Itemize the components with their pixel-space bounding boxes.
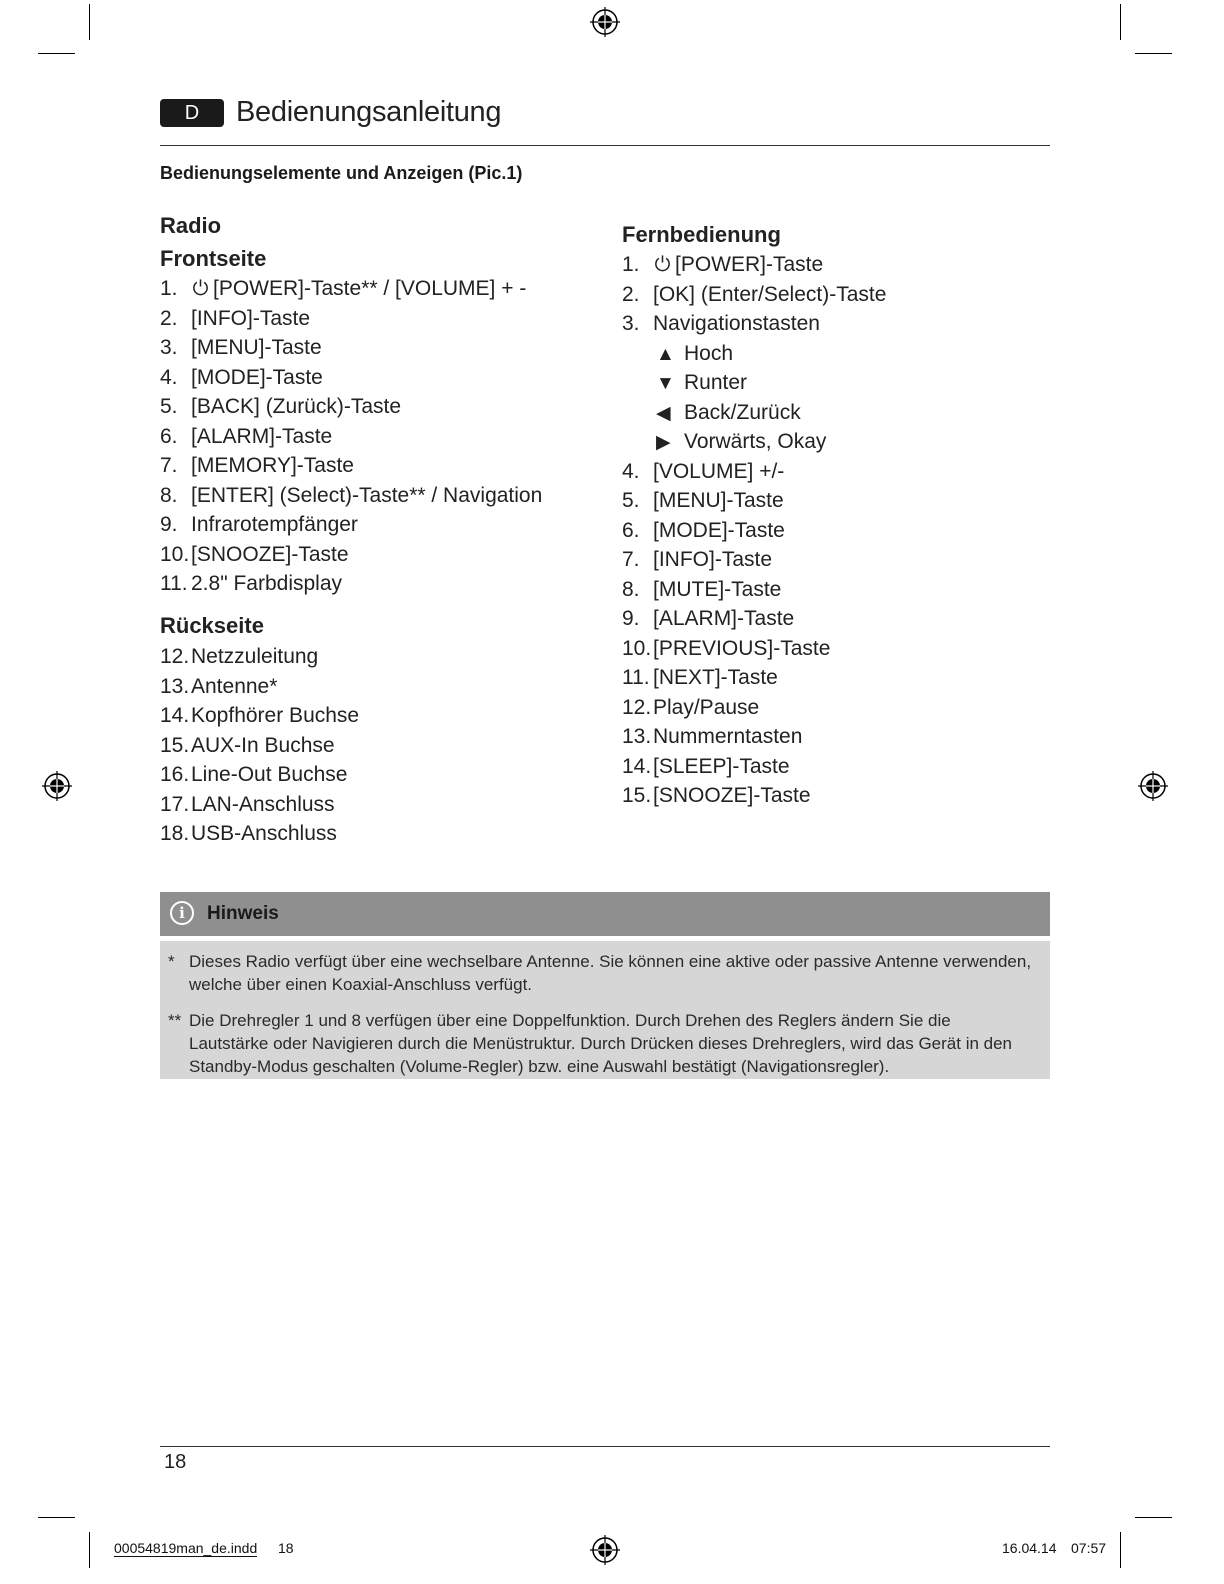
list-item: [622, 280, 886, 310]
list-item: [160, 701, 359, 731]
item-number: 18.: [160, 822, 190, 845]
item-label: [MODE]-Taste: [653, 518, 785, 542]
footer-divider: [160, 1446, 1050, 1447]
front-controls-list: [160, 274, 542, 599]
crop-mark: [1135, 1517, 1172, 1518]
item-number: 1.: [160, 277, 178, 300]
registration-mark-icon: [590, 1535, 620, 1565]
item-number: 6.: [622, 518, 640, 542]
list-item: [622, 545, 886, 575]
list-item: [622, 575, 886, 605]
power-icon: [191, 276, 213, 306]
list-item: [622, 663, 886, 693]
item-number: 10.: [160, 542, 190, 566]
item-number: 9.: [160, 513, 178, 536]
list-item: [622, 486, 886, 516]
list-item: [622, 309, 886, 339]
slug-time: 07:57: [1071, 1540, 1107, 1556]
slug-page: 18: [278, 1540, 294, 1556]
item-number: 4.: [622, 459, 640, 483]
arrow-down-icon: ▼: [656, 373, 675, 394]
list-item: [160, 790, 359, 820]
nav-sub-label: Hoch: [684, 341, 734, 365]
item-label: [POWER]-Taste: [675, 253, 824, 276]
list-item: [622, 634, 886, 664]
crop-mark: [1135, 53, 1172, 54]
list-item: [622, 457, 886, 487]
back-heading: Rückseite: [160, 613, 264, 638]
item-label: [MENU]-Taste: [653, 489, 784, 512]
crop-mark: [1120, 4, 1121, 40]
item-number: 17.: [160, 792, 190, 816]
list-item: [622, 722, 886, 752]
item-label: Kopfhörer Buchse: [191, 704, 360, 727]
slug-date: 16.04.14: [1002, 1540, 1057, 1556]
header-divider: [160, 145, 1050, 146]
nav-sub-item: [622, 368, 886, 398]
note-text: Die Drehregler 1 und 8 verfügen über eine Doppelfunktion. Durch Drehen des Reglers ändern Sie die Lautstärke oder Navigieren durch die Menüstruktur. Durch Drücken dieses Drehreglers, wird das Gerät in den Standby-Modus geschalten (Volume-Regler) bzw. eine Auswahl bestätigt (Navigationsregler).: [189, 1011, 1013, 1076]
crop-mark: [38, 53, 75, 54]
item-label: [INFO]-Taste: [191, 306, 311, 330]
item-number: 7.: [160, 454, 178, 477]
note-marker: **: [168, 1011, 182, 1030]
registration-mark-icon: [1138, 771, 1168, 801]
item-number: 5.: [622, 489, 640, 512]
slug-filename-text: 00054819man_de.indd: [114, 1540, 258, 1556]
crop-mark: [38, 1517, 75, 1518]
item-label: 2.8" Farbdisplay: [191, 572, 343, 595]
item-label: Infrarotempfänger: [191, 513, 358, 536]
item-number: 12.: [160, 645, 190, 668]
item-number: 11.: [622, 666, 650, 689]
list-item: [160, 481, 542, 511]
item-label: Navigationstasten: [653, 312, 820, 335]
list-item: [160, 731, 359, 761]
crop-mark: [89, 1532, 90, 1568]
arrow-right-icon: ▶: [656, 432, 671, 453]
item-label: [VOLUME] +/-: [653, 459, 785, 483]
nav-sub-label: Back/Zurück: [684, 400, 801, 424]
item-label: [MUTE]-Taste: [653, 577, 782, 601]
info-icon: i: [170, 901, 194, 925]
list-item: [160, 510, 542, 540]
list-item: [160, 304, 542, 334]
list-item: [160, 392, 542, 422]
item-number: 14.: [160, 704, 190, 727]
list-item: [160, 760, 359, 790]
list-item: [160, 569, 542, 599]
item-number: 7.: [622, 548, 640, 571]
list-item: [160, 274, 542, 304]
item-label: Play/Pause: [653, 695, 760, 719]
item-number: 8.: [160, 483, 178, 507]
list-item: [622, 693, 886, 723]
remote-controls-list: [622, 250, 886, 811]
arrow-up-icon: ▲: [656, 343, 675, 365]
registration-mark-icon: [590, 7, 620, 37]
item-label: AUX-In Buchse: [191, 733, 335, 757]
item-number: 3.: [622, 312, 640, 335]
hint-body: [160, 941, 1050, 1079]
registration-mark-icon: [42, 771, 72, 801]
list-item: [622, 516, 886, 546]
item-number: 2.: [622, 282, 640, 306]
item-label: Line-Out Buchse: [191, 763, 348, 786]
nav-sub-item: [622, 398, 886, 428]
list-item: [160, 642, 359, 672]
item-number: 5.: [160, 395, 178, 418]
radio-heading: Radio: [160, 213, 222, 238]
item-label: LAN-Anschluss: [191, 792, 335, 816]
section-title: Bedienungselemente und Anzeigen (Pic.1): [160, 163, 523, 183]
nav-sub-item: [622, 427, 886, 457]
list-item: [160, 672, 359, 702]
power-icon: [653, 252, 675, 282]
nav-sub-item: [622, 339, 886, 369]
item-label: [SNOOZE]-Taste: [191, 542, 349, 566]
item-label: [ALARM]-Taste: [191, 424, 333, 448]
item-number: 14.: [622, 754, 652, 778]
front-heading: Frontseite: [160, 246, 267, 271]
item-number: 9.: [622, 607, 640, 630]
item-label: [OK] (Enter/Select)-Taste: [653, 282, 887, 306]
nav-sub-label: Vorwärts, Okay: [684, 430, 827, 453]
item-number: 16.: [160, 763, 190, 786]
item-label: Nummerntasten: [653, 725, 803, 748]
hint-title: Hinweis: [207, 903, 279, 924]
item-label: Netzzuleitung: [191, 645, 319, 668]
item-number: 6.: [160, 424, 178, 448]
item-label: [POWER]-Taste** / [VOLUME] + -: [213, 277, 527, 300]
language-badge: D: [160, 99, 224, 127]
item-number: 3.: [160, 336, 178, 359]
crop-mark: [1120, 1532, 1121, 1568]
note-text: Dieses Radio verfügt über eine wechselbare Antenne. Sie können eine aktive oder passive Antenne verwenden, welche über einen Koaxial-Anschluss verfügt.: [189, 952, 1032, 994]
item-label: [ENTER] (Select)-Taste** / Navigation: [191, 483, 543, 507]
item-label: Antenne*: [191, 674, 278, 698]
item-label: [MEMORY]-Taste: [191, 454, 354, 477]
item-label: [SLEEP]-Taste: [653, 754, 790, 778]
list-item: [622, 781, 886, 811]
page-number: 18: [164, 1451, 187, 1473]
back-controls-list: [160, 642, 359, 849]
item-label: [SNOOZE]-Taste: [653, 784, 811, 807]
arrow-left-icon: ◀: [656, 402, 671, 424]
document-title: Bedienungsanleitung: [236, 96, 502, 128]
slug-filename: [114, 1540, 257, 1556]
crop-mark: [89, 4, 90, 40]
item-number: 15.: [160, 733, 190, 757]
list-item: [160, 819, 359, 849]
item-number: 1.: [622, 253, 640, 276]
item-number: 12.: [622, 695, 652, 719]
item-number: 10.: [622, 636, 652, 660]
list-item: [160, 540, 542, 570]
note-marker: *: [168, 952, 175, 971]
item-number: 15.: [622, 784, 652, 807]
item-label: [NEXT]-Taste: [653, 666, 778, 689]
hint-header: [160, 892, 1050, 936]
item-label: [PREVIOUS]-Taste: [653, 636, 831, 660]
list-item: [160, 333, 542, 363]
nav-sub-label: Runter: [684, 371, 748, 394]
item-number: 13.: [160, 674, 190, 698]
item-label: [BACK] (Zurück)-Taste: [191, 395, 402, 418]
item-label: [ALARM]-Taste: [653, 607, 795, 630]
list-item: [622, 604, 886, 634]
item-label: [MODE]-Taste: [191, 365, 323, 389]
item-label: [MENU]-Taste: [191, 336, 322, 359]
item-label: USB-Anschluss: [191, 822, 337, 845]
item-label: [INFO]-Taste: [653, 548, 773, 571]
list-item: [622, 752, 886, 782]
item-number: 13.: [622, 725, 652, 748]
list-item: [622, 250, 886, 280]
item-number: 4.: [160, 365, 178, 389]
item-number: 8.: [622, 577, 640, 601]
list-item: [160, 363, 542, 393]
item-number: 2.: [160, 306, 178, 330]
list-item: [160, 422, 542, 452]
item-number: 11.: [160, 572, 188, 595]
remote-heading: Fernbedienung: [622, 222, 781, 247]
list-item: [160, 451, 542, 481]
